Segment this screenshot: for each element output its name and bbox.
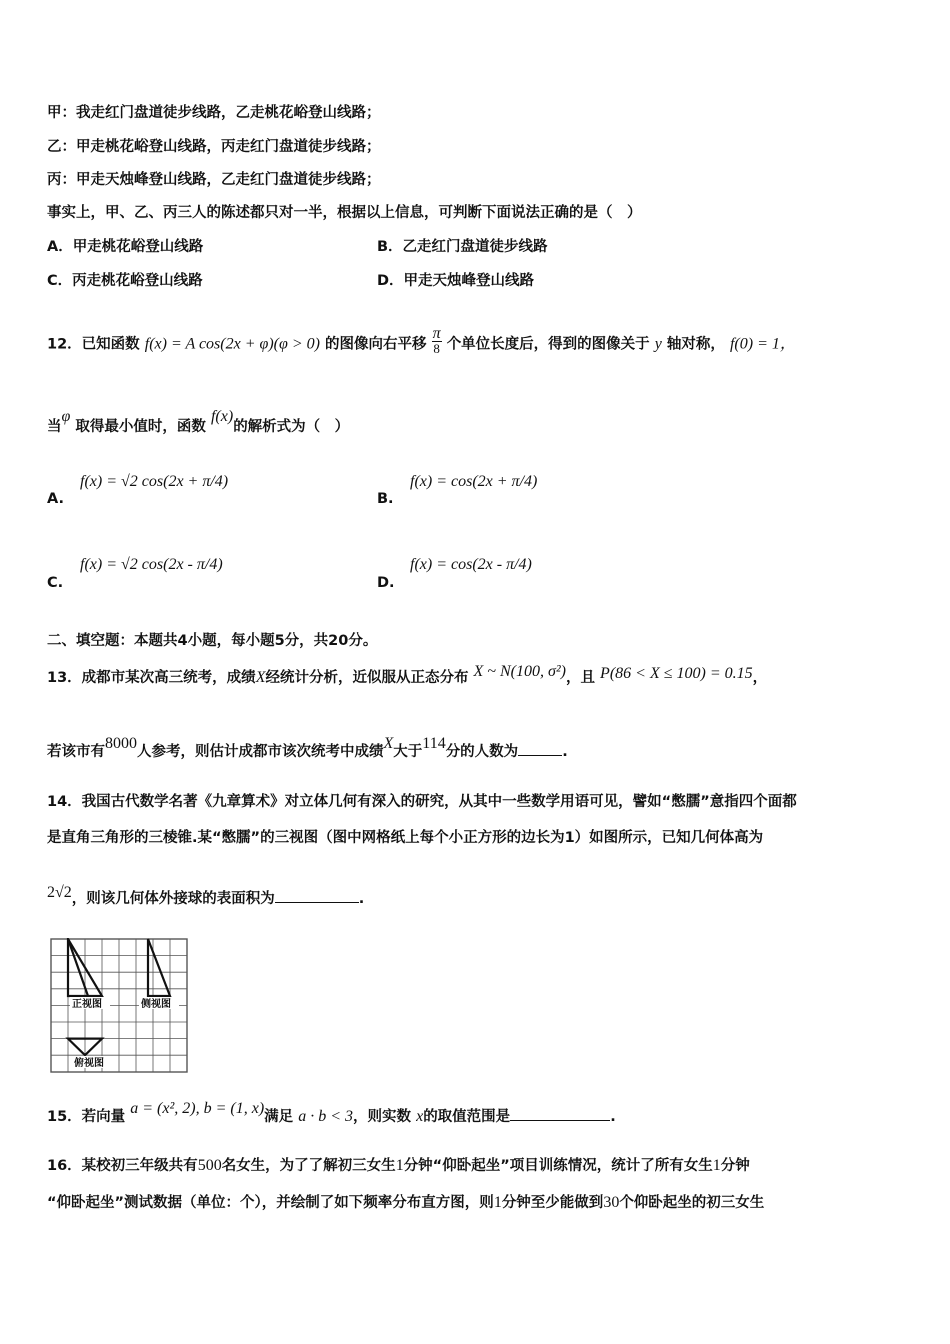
q13-text-if: 若该市有 [47,744,105,760]
q11-option-a: A．甲走桃花峪登山线路 [47,239,204,255]
top-view-label: 俯视图 [74,1058,104,1069]
q13-text-dist: 经统计分析，近似服从正态分布 [265,670,469,686]
q13-text-estimate: 人参考，则估计成都市该次统考中成绩 [137,744,384,760]
q15-text-range: 的取值范围是 [423,1109,511,1125]
q12-text-after: 个单位长度后，得到的图像关于 [446,336,650,353]
q12-option-a-expr [80,473,228,491]
q14-text-surface: ，则该几何体外接球的表面积为 [71,891,275,907]
q12-option-b-expr [410,473,537,491]
q15-line [47,1100,616,1127]
q16-line1 [47,1156,750,1176]
q16-text-end: 个仰卧起坐的初三女生 [619,1195,765,1211]
q15-x: x [416,1108,424,1125]
q13-X-2: X [383,735,394,752]
q16-text-girls: 名女生，为了了解初三女生 [221,1158,396,1174]
q12-option-d-expr [410,556,532,574]
q16-30: 30 [603,1194,620,1211]
q12-number: 12．已知函数 [47,336,140,353]
q16-500: 500 [197,1157,222,1174]
q12-line2 [47,408,350,437]
q13-8000: 8000 [105,735,137,752]
q15-end: . [610,1109,616,1125]
q12-pi-over-8 [432,327,442,356]
q12-text-min: 取得最小值时，函数 [75,419,206,435]
q16-one-a: 1 [395,1157,404,1174]
q14-line1: 14．我国古代数学名著《九章算术》对立体几何有深入的研究，从其中一些数学用语可见，譬如“憋臑”意指四个面都 [47,794,797,810]
q15-text-satisfy: 满足 [264,1109,294,1125]
q13-text-count: 分的人数为 [445,744,519,760]
q13-distribution: X ~ N(100, σ²) [473,663,566,680]
q15-condition: a · b < 3 [298,1108,354,1125]
q12-option-b-label: B. [377,491,394,507]
q13-text-intro: 13．成都市某次高三统考，成绩 [47,670,256,686]
q16-text-training: 分钟“仰卧起坐”项目训练情况，统计了所有女生 [403,1158,713,1174]
q13-line2 [47,735,568,762]
statement-yi: 乙：甲走桃花峪登山线路，丙走红门盘道徒步线路； [47,139,381,155]
q12-option-c-expr [80,556,223,574]
q12-function: f(x) = A cos(2x + φ)(φ > 0) [144,335,320,353]
statement-bing: 丙：甲走天烛峰登山线路，乙走红门盘道徒步线路； [47,172,381,188]
front-view-label: 正视图 [72,999,102,1010]
fraction-numerator: π [432,325,441,342]
q13-text-greater: 大于 [393,744,423,760]
q12-text-axis: 轴对称， [666,336,725,353]
q14-end: . [358,891,365,907]
q13-probability: P(86 < X ≤ 100) = 0.15 [600,665,753,682]
expr-d: f(x) = cos(2x - π/4) [410,556,532,573]
q12-option-a-label: A. [47,491,64,507]
q12-fx: f(x) [210,408,234,425]
expr-b: f(x) = cos(2x + π/4) [410,473,538,490]
q16-one-b: 1 [712,1157,721,1174]
q14-line2: 是直角三角形的三棱锥.某“憋臑”的三视图（图中网格纸上每个小正方形的边长为1）如图所示，已知几何体高为 [47,830,764,846]
expr-a: f(x) = √2 cos(2x + π/4) [80,473,229,490]
q14-line3 [47,884,365,909]
q11-option-b: B．乙走红门盘道徒步线路 [377,239,548,255]
q15-vectors: a = (x², 2), b = (1, x) [130,1100,265,1117]
q12-condition: f(0) = 1， [729,335,796,353]
q15-answer-blank[interactable] [510,1120,610,1121]
section-title: 二、填空题：本题共4小题，每小题5分，共20分。 [47,633,378,649]
q13-comma: ， [752,670,768,686]
q12-text-when: 当 [47,419,62,435]
q12-option-d-label: D. [377,575,395,591]
side-view-shape [148,939,170,996]
q16-text-intro: 16．某校初三年级共有 [47,1158,198,1174]
q12-phi: φ [61,408,71,425]
three-view-figure [50,938,190,1074]
q15-text-vec: 15．若向量 [47,1109,126,1125]
expr-c: f(x) = √2 cos(2x - π/4) [80,556,223,573]
q13-X: X [255,669,266,686]
q16-text-atleast: 分钟至少能做到 [501,1195,604,1211]
q16-one-c: 1 [493,1194,502,1211]
fraction-denominator: 8 [433,341,440,356]
q13-text-and: ，且 [565,670,595,686]
side-view-label: 侧视图 [141,999,171,1010]
q12-y-axis: y [654,335,662,353]
q12-text-shift: 的图像向右平移 [325,336,427,353]
q13-answer-blank[interactable] [518,755,562,756]
q14-height: 2√2 [47,884,72,901]
q12-text-expr: 的解析式为（ ） [233,419,350,435]
q12-option-c-label: C. [47,575,64,591]
q12-line1 [47,325,796,359]
q13-114: 114 [422,735,446,752]
q13-end: . [562,744,568,760]
q15-text-real: ，则实数 [353,1109,412,1125]
q11-option-c: C．丙走桃花峪登山线路 [47,273,203,289]
q16-text-minute: 分钟 [720,1158,750,1174]
q16-text-data: “仰卧起坐”测试数据（单位：个），并绘制了如下频率分布直方图，则 [47,1195,494,1211]
q11-option-d: D．甲走天烛峰登山线路 [377,273,535,289]
q16-line2 [47,1193,764,1213]
statement-jia: 甲：我走红门盘道徒步线路，乙走桃花峪登山线路； [47,105,381,121]
q14-answer-blank[interactable] [275,902,359,903]
q11-question: 事实上，甲、乙、丙三人的陈述都只对一半，根据以上信息，可判断下面说法正确的是（ ） [47,205,642,221]
q13-line1 [47,663,768,688]
